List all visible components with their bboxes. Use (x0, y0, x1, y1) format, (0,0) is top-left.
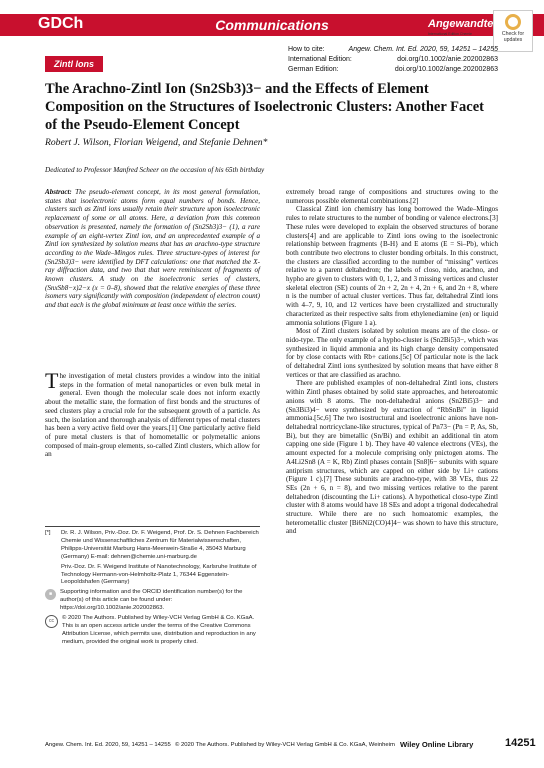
footnote-license (45, 615, 260, 647)
german-edition-row (288, 65, 498, 75)
footnote-affiliation-2 (45, 564, 260, 588)
german-edition-doi[interactable]: doi.org/10.1002/ange.202002863 (394, 66, 498, 73)
footnote-affiliation-1 (45, 530, 260, 562)
how-to-cite-row (288, 45, 498, 55)
article-title: The Arachno-Zintl Ion (Sn2Sb3)3− and the Effects of Element Composition on the Structures of Isoelectronic Clusters: Another Facet of the Pseudo-Element Concept (45, 81, 484, 133)
updates-icon (505, 14, 521, 30)
intl-edition-row (288, 55, 498, 65)
footnote-marker: [*] (45, 530, 51, 536)
journal-logo (428, 14, 494, 40)
open-access-icon: cc (45, 615, 58, 628)
abstract-text: The pseudo-element concept, in its most general formulation, states that isoelectronic atoms form equal numbers of bonds. Hence, clusters such as Zintl ions usually retain their structure upon isoelectronic replacement of some or all atoms. Here, a deviation from this common observation is presented, namely the formation of (Sn2Sb3)3− (1), a rare example of an eight-vertex Zintl ion, and an unprecedented example of a Zintl ion synthesized by solution means that has an arachno-type structure according to the Wade–Mingos rules. Three structure-types of interest for (Sn2Sb3)3− were identified by DFT calculations: one that matched the X-ray diffraction data, and two that that were reminiscent of fragments of known clusters. A study on the isoelectronic series of clusters, (SnxSb8−x)2−x (x = 0–8), showed that the relative energies of these three isomers vary significantly with composition (independent of electron count) and that each is the global minimum at least once within the series. (45, 188, 260, 310)
page-footer (45, 737, 536, 754)
category-tag: Zintl Ions (45, 56, 103, 72)
paragraph: Most of Zintl clusters isolated by solution means are of the closo- or nido-type. The only example of a hypho-cluster is (Sn2Bi5)3−, which was synthesized in liquid ammonia and its high charge density compensated for by close contacts with Rb+ cations.[5c] Of particular note is the lack of deltahedral Zintl ions synthesized by solution means that have either 8 vertices or that are classified as arachno. (286, 327, 498, 379)
section-title: Communications (215, 17, 329, 33)
footer-brand[interactable]: Wiley Online Library (400, 740, 474, 749)
footnote-text[interactable]: Supporting information and the ORCID identification number(s) for the author(s) of this article can be found under: https://doi.org/10.1002/anie.202002863. (60, 589, 243, 612)
footnote-supporting-info (45, 589, 260, 613)
how-to-cite-label: How to cite: (288, 46, 325, 53)
footnote-marker (45, 564, 61, 588)
citation-box (288, 45, 498, 75)
footnote-text: Dr. R. J. Wilson, Priv.-Doz. Dr. F. Weigend, Prof. Dr. S. Dehnen Fachbereich Chemie und Wissenschaftliches Zentrum für Materialwissenschaften, Philipps-Universität Marburg Hans-Meerwein-Straße 4, 35043 Marburg (Germany) E-mail: dehnen@chemie.uni-marburg.de (61, 530, 259, 560)
intl-edition-label: International Edition: (288, 56, 352, 63)
footnote-divider (45, 526, 260, 527)
footnote-text: Priv.-Doz. Dr. F. Weigend Institute of Nanotechnology, Karlsruhe Institute of Technology Hermann-von-Helmholtz-Platz 1, 76344 Eggenstein-Leopoldshafen (Germany) (61, 563, 257, 586)
paragraph: There are published examples of non-deltahedral Zintl ions, clusters within Zintl phases obtained by solid state approaches, and heteroatomic anions with 8 atoms. The non-deltahedral anions (Sn2Bi5)3− and (Sn3Bi3)4− were synthesized by extraction of “RbSnBi” in liquid ammonia.[5c,6] The two isostructural and isoelectronic anions have non-deltahedral nortricyclane-like structures, typical of Pn73− (Pn = P, As, Sb, Bi), but they are bimetallic (Sn/Bi) and exhibit an additional tin atom capping one side (Figure 1 b). They have 40 valence electrons (VEs), the amount expected for a molecule comprising only pnictogen atoms. The A4Li2Sn8 (A = K, Rb) Zintl phases contain [Sn8]6− subunits with square antiprism structures, which are capped on either side by Li+ cations (Figure 1 c).[7] These subunits are arachno-type, with 38 VEs, thus 22 SEs (2n + 6, n = 8), and two missing vertices relative to the parent deltahedron (discounting the Li+ cations). A hypothetical closo-type Zintl cluster with 8 atoms would have 18 SEs and adopt a trigonal dodecahedral structure. While there are no such homoatomic examples, the heterometallic cluster [Bi6Ni2(CO)4]4− was shown to have this structure, and (286, 379, 498, 536)
updates-label: Check for updates (501, 31, 525, 43)
footnote-text: © 2020 The Authors. Published by Wiley-VCH Verlag GmbH & Co. KGaA. This is an open access article under the terms of the Creative Commons Attribution License, which permits use, distribution and reproduction in any medium, provided the original work is properly cited. (62, 615, 256, 645)
drop-cap: T (45, 368, 59, 393)
body-left-column (45, 368, 260, 459)
dedication: Dedicated to Professor Manfred Scheer on the occasion of his 65th birthday (45, 166, 265, 174)
german-edition-label: German Edition: (288, 66, 339, 73)
paragraph: Classical Zintl ion chemistry has long borrowed the Wade–Mingos rules to relate structures to the number of bonding or valence electrons.[3] These rules were developed to explain the observed structures of borane clusters[4] and are applicable to Zintl ions owing to the isoelectronic relationship between fragments {B-H} and E atoms (E = Si–Pb), which both contribute two electrons to cluster bonding orbitals. In this construct, the clusters are classified according to the number of “missing” vertices relative to a parent deltahedron; the labels of closo, nido, arachno, and hypho are given to clusters with 0, 1, 2, and 3 missing vertices and cluster skeletal electron (SE) counts of 2n + 2, 2n + 4, 2n + 6, and 2n + 8, where n is the number of actual cluster vertices. Thus far, deltahedral Zintl ions with 4–7, 9, 10, and 12 vertices have been crystallized and structurally characterized as their respective salts from ethylenediamine (en) or liquid ammonia solutions (Figure 1 a). (286, 205, 498, 327)
abstract (45, 188, 260, 310)
how-to-cite-value: Angew. Chem. Int. Ed. 2020, 59, 14251 – 14255 (348, 46, 498, 53)
journal-logo-subtext: International Edition Chemie (428, 32, 472, 36)
journal-logo-text: Angewandte (428, 18, 494, 30)
gdch-logo: GDCh (38, 15, 84, 32)
body-right-column (286, 188, 498, 536)
check-for-updates-badge[interactable] (493, 10, 533, 52)
footer-citation: Angew. Chem. Int. Ed. 2020, 59, 14251 – 14255 (45, 742, 171, 748)
footer-copyright: © 2020 The Authors. Published by Wiley-VCH Verlag GmbH & Co. KGaA, Weinheim (175, 742, 395, 748)
footnotes (45, 530, 260, 649)
page-number: 14251 (505, 737, 536, 749)
authors: Robert J. Wilson, Florian Weigend, and Stefanie Dehnen* (45, 137, 268, 148)
abstract-label: Abstract: (45, 188, 72, 196)
intl-edition-doi[interactable]: doi.org/10.1002/anie.202002863 (397, 56, 498, 63)
paragraph: extremely broad range of compositions and structures owing to the numerous possible elemental combinations.[2] (286, 188, 498, 205)
supporting-info-icon: ■ (45, 589, 56, 600)
body-left-text: he investigation of metal clusters provides a window into the initial steps in the formation of metal nanoparticles or even bulk metal in general. Even though the molecular scale does not inform exactly about the metallic state, the formation of first bonds and the structures of seed clusters play a crucial role for the subsequent growth of a particle. As such, the isolation and thorough analysis of different types of metal clusters has been a very active field over the years.[1] One particularly active field of pure metal clusters is that of homometallic or polymetallic anions composed of main-group elements, so-called Zintl clusters, which allow for an (45, 372, 260, 459)
